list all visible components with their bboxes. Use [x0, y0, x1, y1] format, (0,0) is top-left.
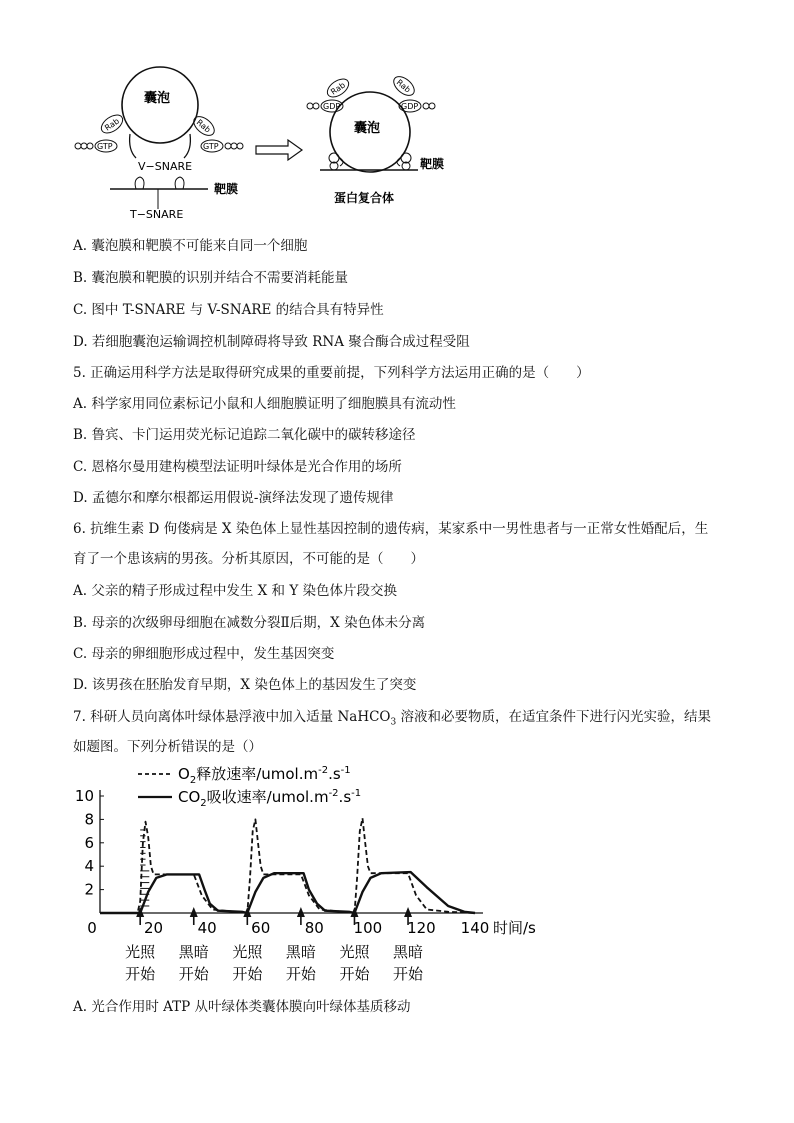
q6-option-c: C. 母亲的卵细胞形成过程中，发生基因突变	[73, 646, 335, 662]
x-tick-label: 100	[353, 919, 383, 937]
snare-complex-left	[329, 153, 343, 170]
event-label-top: 光照	[339, 943, 370, 961]
vesicle-label: 囊泡	[144, 91, 171, 106]
q7-stem-part1: 7. 科研人员向离体叶绿体悬浮液中加入适量 NaHCO	[73, 709, 391, 725]
event-label-top: 黑暗	[178, 943, 209, 961]
x-tick-label: 80	[304, 919, 324, 937]
q5-option-d: D. 孟德尔和摩尔根都运用假说-演绎法发现了遗传规律	[73, 490, 394, 506]
q4-option-c: C. 图中 T-SNARE 与 V-SNARE 的结合具有特异性	[73, 302, 384, 318]
q5-option-c: C. 恩格尔曼用建构模型法证明叶绿体是光合作用的场所	[73, 459, 402, 475]
event-label-bottom: 开始	[125, 965, 156, 983]
transition-arrow	[256, 140, 302, 160]
event-arrow-head	[297, 907, 305, 917]
q4-option-d: D. 若细胞囊泡运输调控机制障碍将导致 RNA 聚合酶合成过程受阻	[73, 334, 470, 350]
rab-gdp-right	[390, 73, 417, 99]
y-tick-label: 6	[84, 833, 94, 852]
svg-text:Rab: Rab	[394, 77, 413, 95]
event-label-bottom: 开始	[232, 965, 263, 983]
event-label-bottom: 开始	[393, 965, 424, 983]
event-label-bottom: 开始	[178, 965, 209, 983]
q5-option-a: A. 科学家用同位素标记小鼠和人细胞膜证明了细胞膜具有流动性	[73, 396, 456, 412]
q7-stem-line2: 如题图。下列分析错误的是（）	[73, 739, 262, 755]
q5-option-b: B. 鲁宾、卡门运用荧光标记追踪二氧化碳中的碳转移途径	[73, 427, 416, 443]
vesicle-transport-diagram	[70, 62, 470, 227]
x-tick-label: 0	[87, 919, 97, 937]
event-label-bottom: 开始	[339, 965, 370, 983]
svg-text:Rab: Rab	[329, 80, 347, 97]
event-label-top: 黑暗	[285, 943, 316, 961]
q6-stem-line2: 育了一个患该病的男孩。分析其原因，不可能的是（ ）	[73, 551, 424, 567]
q4-option-a: A. 囊泡膜和靶膜不可能来自同一个细胞	[73, 238, 308, 254]
t-snare-2	[175, 177, 184, 189]
legend-co2-label: $CO_2$吸收速率$/umol.m^{-2}.s^{-1}$	[178, 788, 362, 809]
event-label-top: 光照	[232, 943, 263, 961]
x-tick-label: 20	[144, 919, 164, 937]
q7-stem-part2: 溶液和必要物质，在适宜条件下进行闪光实验，结果	[396, 709, 712, 725]
o2-release-series	[100, 818, 475, 913]
event-arrow-head	[404, 907, 412, 917]
q7-stem-line1	[73, 705, 711, 728]
q6-option-b: B. 母亲的次级卵母细胞在减数分裂Ⅱ后期，X 染色体未分离	[73, 615, 426, 631]
rab-gdp-left	[324, 75, 352, 100]
event-label-top: 黑暗	[393, 943, 424, 961]
legend-o2-label: $O_2$释放速率$/umol.m^{-2}.s^{-1}$	[178, 765, 351, 786]
q7-option-a: A. 光合作用时 ATP 从叶绿体类囊体膜向叶绿体基质移动	[73, 999, 411, 1015]
x-tick-label: 120	[407, 919, 436, 937]
y-tick-label: 2	[84, 880, 94, 899]
y-tick-label: 8	[84, 810, 94, 829]
event-label-top: 光照	[125, 943, 156, 961]
gdp-left-label: GDP	[323, 102, 341, 111]
snare-complex-right	[397, 153, 411, 170]
x-tick-label: 140	[460, 919, 490, 937]
t-snare-label: T−SNARE	[130, 208, 184, 221]
q6-stem-line1: 6. 抗维生素 D 佝偻病是 X 染色体上显性基因控制的遗传病，某家系中一男性患者与一正常女性婚配后，生	[73, 521, 709, 537]
phosphate-chain-left	[75, 143, 93, 149]
q6-option-a: A. 父亲的精子形成过程中发生 X 和 Y 染色体片段交换	[73, 583, 398, 599]
co2-uptake-series	[100, 872, 475, 913]
v-snare-left	[130, 134, 136, 158]
v-snare-right	[184, 134, 190, 158]
q7-stem-sub: 3	[390, 717, 397, 728]
svg-text:Rab: Rab	[194, 117, 213, 135]
y-tick-label: 4	[84, 857, 94, 876]
phosphate-left-docked	[307, 103, 319, 109]
rab-gtp-left	[98, 111, 126, 136]
q6-option-d: D. 该男孩在胚胎发育早期，X 染色体上的基因发生了突变	[73, 677, 417, 693]
gdp-right-label: GDP	[401, 102, 419, 111]
target-membrane-label-docked: 靶膜	[420, 157, 445, 171]
x-tick-label: 60	[251, 919, 271, 937]
vesicle-label-docked: 囊泡	[354, 121, 381, 136]
phosphate-right-docked	[423, 103, 435, 109]
q5-stem: 5. 正确运用科学方法是取得研究成果的重要前提，下列科学方法运用正确的是（ ）	[73, 365, 590, 381]
gtp-right-label: GTP	[203, 142, 219, 151]
phosphate-chain-right	[225, 143, 243, 149]
event-label-bottom: 开始	[285, 965, 316, 983]
t-snare-1	[135, 177, 144, 189]
q4-option-b: B. 囊泡膜和靶膜的识别并结合不需要消耗能量	[73, 270, 349, 286]
protein-complex-label: 蛋白复合体	[334, 191, 395, 205]
gtp-left-label: GTP	[97, 142, 113, 151]
flash-experiment-chart	[74, 760, 560, 990]
x-axis-label: 时间/s	[493, 919, 536, 937]
y-tick-label: 10	[74, 787, 94, 805]
svg-text:Rab: Rab	[103, 116, 121, 133]
event-arrow-head	[190, 907, 198, 917]
v-snare-label: V−SNARE	[138, 160, 193, 173]
rab-gtp-right	[190, 113, 217, 139]
x-tick-label: 40	[197, 919, 217, 937]
target-membrane-label: 靶膜	[214, 182, 239, 196]
